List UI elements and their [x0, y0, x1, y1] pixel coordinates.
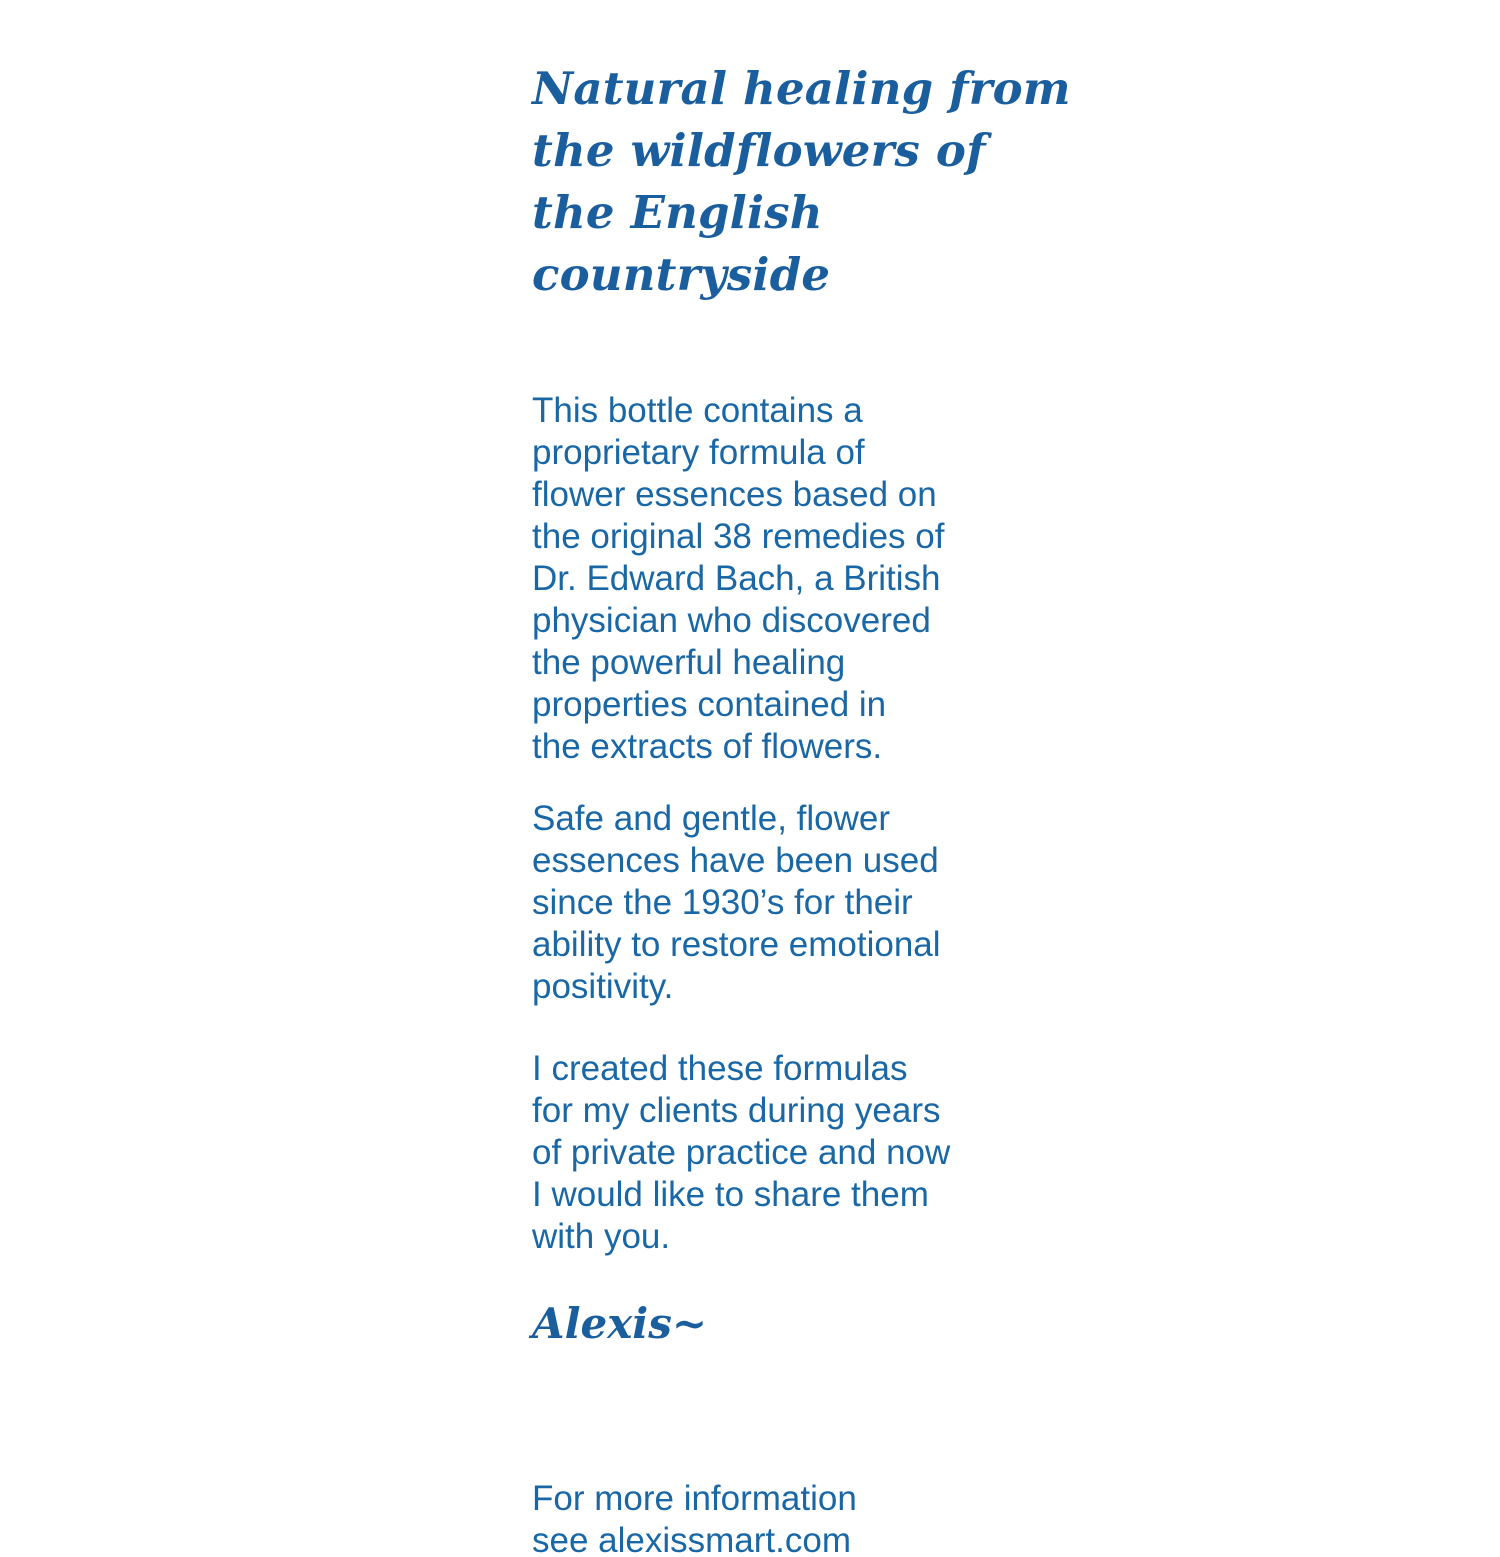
label-text-column — [532, 58, 1132, 1557]
paragraph-safe-and-gentle: Safe and gentle, flower essences have been used since the 1930’s for their ability to restore emotional positivity. — [532, 799, 941, 1006]
footer-more-information: For more information see alexissmart.com — [532, 1479, 857, 1557]
tagline: Natural healing from the wildflowers of the English countryside — [532, 62, 1071, 301]
signature: Alexis~ — [532, 1299, 708, 1348]
paragraph-about-formula: This bottle contains a proprietary formula of flower essences based on the original 38 remedies of Dr. Edward Bach, a British physician who discovered the powerful healing properties contained in the extracts of flowers. — [532, 391, 945, 766]
paragraph-created-formulas: I created these formulas for my clients during years of private practice and now I would like to share them with you. — [532, 1049, 951, 1256]
